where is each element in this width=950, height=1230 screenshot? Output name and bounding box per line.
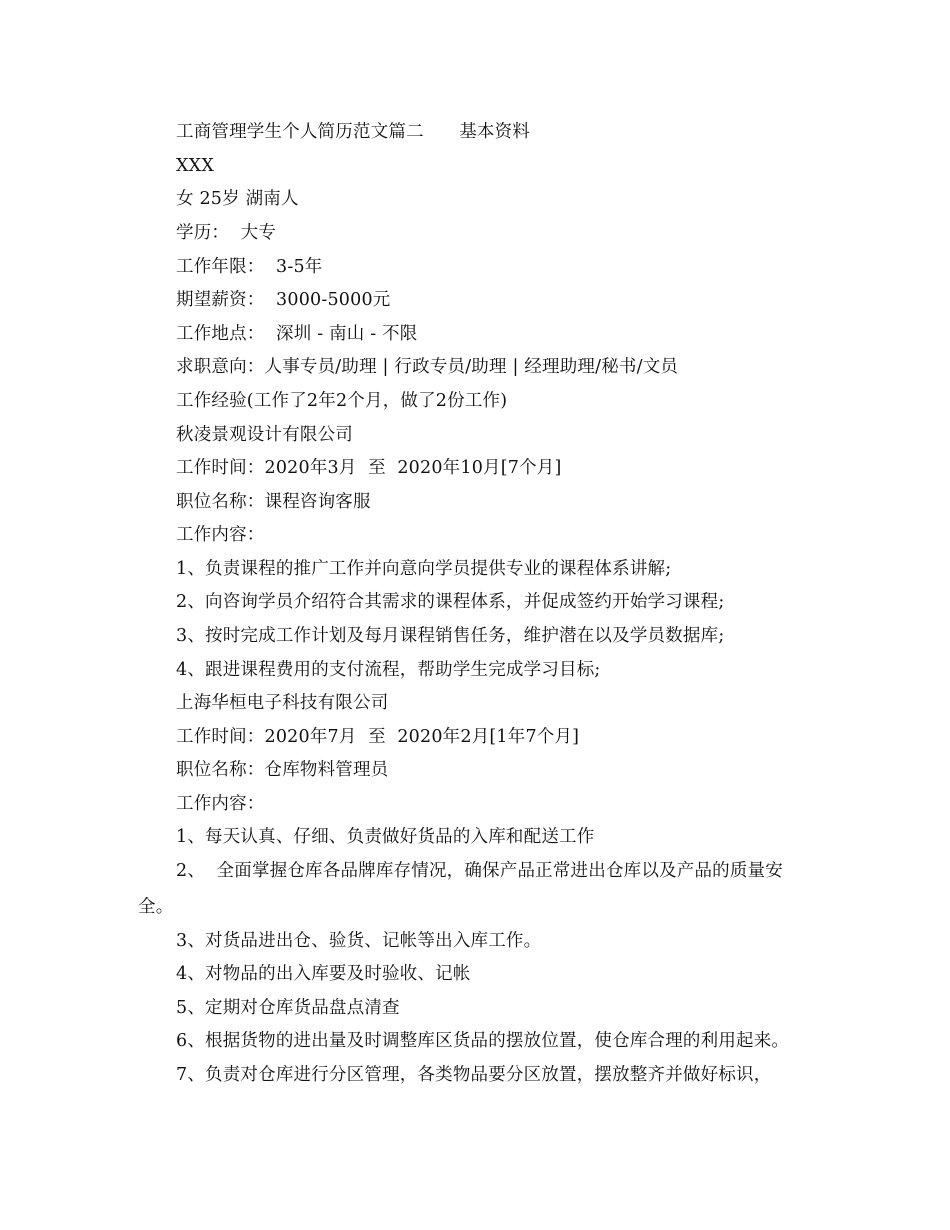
company-name: 上海华桓电子科技有限公司: [176, 693, 389, 713]
duty-item: 6、根据货物的进出量及时调整库区货品的摆放位置，使仓库合理的利用起来。: [176, 1031, 790, 1051]
duty-item: 2、向咨询学员介绍符合其需求的课程体系，并促成签约开始学习课程;: [176, 592, 725, 612]
duty-item: 3、对货品进出仓、验货、记帐等出入库工作。: [176, 931, 542, 951]
duty-item: 1、每天认真、仔细、负责做好货品的入库和配送工作: [176, 827, 595, 847]
duty-item: 4、对物品的出入库要及时验收、记帐: [176, 964, 471, 984]
position-name: 职位名称：仓库物料管理员: [176, 760, 389, 780]
duty-item: 7、负责对仓库进行分区管理，各类物品要分区放置，摆放整齐并做好标识，: [176, 1065, 772, 1085]
work-time: 工作时间：2020年7月 至 2020年2月[1年7个月]: [176, 727, 580, 747]
experience-header: 工作经验(工作了2年2个月，做了2份工作): [176, 391, 508, 411]
duty-item: 2、 全面掌握仓库各品牌库存情况，确保产品正常进出仓库以及产品的质量安: [176, 861, 783, 881]
content-label: 工作内容：: [176, 794, 265, 814]
company-name: 秋凌景观设计有限公司: [176, 425, 353, 445]
duty-item: 4、跟进课程费用的支付流程，帮助学生完成学习目标;: [176, 660, 601, 680]
duty-item-continuation: 全。: [138, 897, 174, 917]
work-time: 工作时间：2020年3月 至 2020年10月[7个月]: [176, 458, 562, 478]
expected-salary: 期望薪资： 3000-5000元: [176, 290, 391, 310]
position-name: 职位名称：课程咨询客服: [176, 492, 371, 512]
gender-age-origin: 女 25岁 湖南人: [176, 189, 299, 209]
job-intention: 求职意向：人事专员/助理 | 行政专员/助理 | 经理助理/秘书/文员: [176, 357, 679, 377]
name: XXX: [176, 156, 214, 176]
duty-item: 3、按时完成工作计划及每月课程销售任务，维护潜在以及学员数据库;: [176, 626, 725, 646]
title-line: 工商管理学生个人简历范文篇二 基本资料: [176, 122, 530, 142]
content-label: 工作内容：: [176, 525, 265, 545]
work-location: 工作地点： 深圳 - 南山 - 不限: [176, 324, 418, 344]
duty-item: 5、定期对仓库货品盘点清查: [176, 998, 400, 1018]
work-years: 工作年限： 3-5年: [176, 257, 323, 277]
education: 学历： 大专: [176, 223, 277, 243]
duty-item: 1、负责课程的推广工作并向意向学员提供专业的课程体系讲解;: [176, 559, 672, 579]
